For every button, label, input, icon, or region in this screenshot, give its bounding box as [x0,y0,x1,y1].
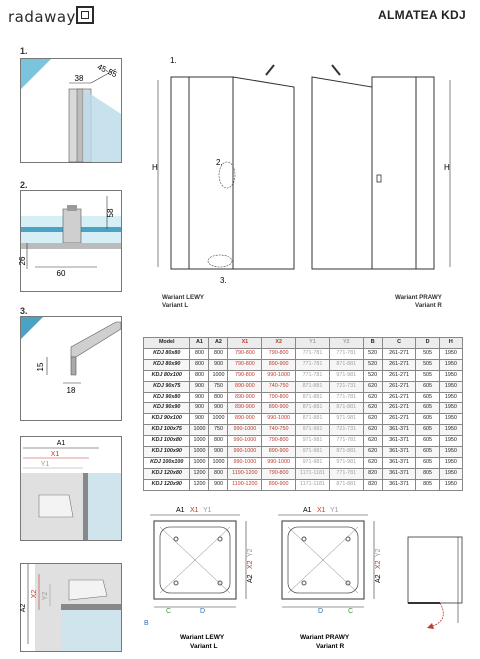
table-cell: 361-371 [382,479,416,490]
table-cell: 1950 [439,359,462,370]
plan-right-x2: X2 [375,560,382,569]
table-cell: KDJ 100x80 [144,436,190,447]
table-cell: 1200 [190,468,209,479]
table-cell: 800 [209,392,228,403]
table-cell: 1950 [439,425,462,436]
table-cell: 620 [363,414,382,425]
table-cell: 971-981 [296,457,330,468]
table-cell: 620 [363,457,382,468]
table-cell: KDJ 100x90 [144,447,190,458]
product-title: ALMATEA KDJ [378,8,466,22]
table-cell: 800 [209,436,228,447]
plan-right-caption-pl: Wariant PRAWY [300,634,350,641]
table-cell: 900 [209,447,228,458]
table-cell: KDJ 80x90 [144,359,190,370]
table-cell: 771-781 [329,436,363,447]
table-cell: 971-981 [329,457,363,468]
plan-right-a2: A2 [375,574,382,583]
table-cell: 520 [363,359,382,370]
table-cell: 261-271 [382,392,416,403]
table-cell: 971-981 [329,414,363,425]
side-view-top-drawing [21,437,121,540]
table-cell: 871-881 [329,447,363,458]
detail-1-number: 1. [20,46,28,56]
table-cell: 361-371 [382,468,416,479]
table-cell: 990-1000 [228,447,262,458]
detail-1-panel [20,58,122,163]
plan-left-x2: X2 [247,560,254,569]
table-cell: 740-750 [262,381,296,392]
table-header-c: C [382,338,416,349]
side-view-top-panel [20,436,122,541]
table-cell: 871-881 [329,403,363,414]
elev-variant-right-pl: Wariant PRAWY [395,294,442,301]
table-cell: KDJ 80x80 [144,348,190,359]
table-cell: 890-900 [262,447,296,458]
table-cell: 750 [209,381,228,392]
detail-2-dim-60: 60 [56,269,66,278]
elev-variant-left-en: Variant L [162,301,189,309]
table-row [144,403,463,414]
plan-right-c: C [348,608,354,615]
table-cell: KDJ 80x100 [144,370,190,381]
table-cell: 520 [363,348,382,359]
brand-logo-icon [76,6,94,24]
plan-left-x1: X1 [190,507,199,514]
table-cell: 990-1000 [262,457,296,468]
table-header-x2: X2 [262,338,296,349]
detail-3-panel [20,316,122,421]
plan-left-y1: Y1 [203,507,212,514]
plan-views [140,503,470,653]
table-cell: 890-900 [262,403,296,414]
table-cell: 605 [416,425,439,436]
table-cell: 361-371 [382,436,416,447]
table-cell: 890-900 [228,414,262,425]
table-row [144,425,463,436]
table-cell: 721-731 [329,381,363,392]
plan-left-d: D [200,608,206,615]
table-cell: 361-371 [382,447,416,458]
elev-callout-2: 2. [216,158,223,167]
plan-left-c: C [166,608,172,615]
table-cell: 505 [416,359,439,370]
plan-left-caption-pl: Wariant LEWY [180,634,225,641]
table-cell: 520 [363,370,382,381]
table-cell: 620 [363,403,382,414]
table-header-a1: A1 [190,338,209,349]
side-a2-label: A2 [20,603,27,613]
elevation-svg [140,55,470,285]
table-row [144,348,463,359]
table-header-y2: Y2 [329,338,363,349]
table-cell: 261-271 [382,359,416,370]
table-cell: 1950 [439,479,462,490]
side-a1-label: A1 [56,440,66,447]
table-cell: 1950 [439,457,462,468]
table-cell: 890-900 [228,381,262,392]
table-cell: 361-371 [382,425,416,436]
table-cell: 990-1000 [262,370,296,381]
table-cell: 1190-1200 [228,468,262,479]
elev-variant-right [395,294,442,309]
table-row [144,447,463,458]
detail-1-drawing [21,59,121,162]
table-cell: 1200 [190,479,209,490]
table-cell: 990-1000 [262,414,296,425]
detail-3-drawing [21,317,121,420]
table-header-y1: Y1 [296,338,330,349]
detail-3-dim-15: 15 [36,362,45,372]
table-cell: 890-900 [228,403,262,414]
side-y1-label: Y1 [40,461,50,468]
plan-left-a1: A1 [176,507,185,514]
plan-right-a1: A1 [303,507,312,514]
detail-2-number: 2. [20,180,28,190]
table-cell: 620 [363,392,382,403]
plan-right-caption-en: Variant R [316,643,345,650]
table-cell: 620 [363,381,382,392]
table-row [144,381,463,392]
table-cell: 971-981 [296,425,330,436]
plan-left-a2: A2 [247,574,254,583]
table-cell: 871-881 [329,359,363,370]
table-cell: 990-1000 [228,436,262,447]
table-cell: 790-800 [262,392,296,403]
table-cell: 1950 [439,381,462,392]
table-cell: 605 [416,447,439,458]
table-cell: 1950 [439,392,462,403]
elev-right-h: H [444,163,450,172]
table-cell: 800 [190,348,209,359]
table-cell: 900 [190,403,209,414]
table-cell: 990-1000 [228,425,262,436]
table-cell: 261-271 [382,370,416,381]
table-cell: 1000 [209,457,228,468]
table-cell: 261-271 [382,414,416,425]
table-cell: 900 [209,479,228,490]
table-header-d: D [416,338,439,349]
table-cell: 971-981 [329,370,363,381]
table-cell: 971-981 [296,447,330,458]
table-header-model: Model [144,338,190,349]
table-cell: 605 [416,457,439,468]
table-cell: 990-1000 [228,457,262,468]
table-cell: KDJ 90x75 [144,381,190,392]
table-cell: 1000 [190,447,209,458]
brand-logo-text: radaway [8,8,76,26]
plan-left-y2: Y2 [247,548,254,557]
table-cell: 1000 [209,414,228,425]
table-cell: 261-271 [382,381,416,392]
table-row [144,359,463,370]
table-row [144,436,463,447]
plan-right-d: D [318,608,324,615]
spec-table [143,337,463,491]
table-cell: 1950 [439,436,462,447]
table-cell: KDJ 100x75 [144,425,190,436]
detail-2-dim-26: 26 [18,256,27,266]
elev-left-h: H [152,163,158,172]
detail-3-dim-18: 18 [66,386,76,395]
table-cell: 605 [416,436,439,447]
table-cell: 900 [190,381,209,392]
table-cell: 620 [363,425,382,436]
plan-right-y1: Y1 [330,507,339,514]
table-cell: 771-781 [329,392,363,403]
detail-2-drawing [18,191,121,291]
table-cell: 605 [416,381,439,392]
plan-right-x1: X1 [317,507,326,514]
side-y2-label: Y2 [42,591,49,601]
table-cell: 800 [190,370,209,381]
table-cell: KDJ 120x80 [144,468,190,479]
table-cell: KDJ 90x100 [144,414,190,425]
side-view-bottom-drawing [21,564,121,651]
table-cell: 790-800 [228,370,262,381]
table-cell: 605 [416,392,439,403]
table-cell: 750 [209,425,228,436]
table-cell: 1950 [439,403,462,414]
table-cell: 890-900 [262,479,296,490]
elev-variant-left-pl: Wariant LEWY [162,294,205,301]
table-row [144,468,463,479]
plan-left-b: B [144,620,149,627]
table-row [144,414,463,425]
table-cell: KDJ 90x80 [144,392,190,403]
table-cell: 900 [190,414,209,425]
table-cell: 261-271 [382,348,416,359]
table-cell: 261-271 [382,403,416,414]
table-cell: 871-881 [296,403,330,414]
table-cell: 900 [209,359,228,370]
table-cell: 1950 [439,370,462,381]
table-cell: 505 [416,348,439,359]
table-cell: 800 [190,359,209,370]
table-cell: 820 [363,468,382,479]
table-cell: 1000 [190,457,209,468]
table-cell: 1000 [190,425,209,436]
elev-variant-right-en: Variant R [415,301,442,309]
side-x1-label: X1 [50,451,60,458]
table-cell: 1171-1181 [296,468,330,479]
side-x2-label: X2 [31,589,38,599]
table-cell: 890-900 [262,359,296,370]
table-cell: 620 [363,447,382,458]
table-cell: 890-900 [228,392,262,403]
table-cell: KDJ 100x100 [144,457,190,468]
table-cell: 605 [416,403,439,414]
table-cell: 1171-1181 [296,479,330,490]
table-cell: 771-781 [296,359,330,370]
table-row [144,457,463,468]
table-cell: 871-881 [296,381,330,392]
table-cell: 820 [363,479,382,490]
table-cell: 871-881 [296,414,330,425]
table-cell: 800 [209,348,228,359]
table-cell: 1950 [439,414,462,425]
table-header-h: H [439,338,462,349]
table-cell: 790-800 [262,468,296,479]
table-row [144,479,463,490]
table-cell: 605 [416,414,439,425]
table-row [144,392,463,403]
table-cell: 771-781 [296,370,330,381]
table-cell: 805 [416,468,439,479]
table-cell: 900 [209,403,228,414]
table-cell: 1950 [439,447,462,458]
table-cell: 790-800 [228,348,262,359]
detail-2-dim-58: 58 [106,208,115,218]
table-cell: 790-800 [262,348,296,359]
detail-2-panel [20,190,122,292]
table-cell: 1000 [190,436,209,447]
plan-left-caption-en: Variant L [190,643,218,650]
table-cell: 771-781 [329,348,363,359]
plan-svg [140,503,470,653]
table-cell: 971-981 [296,436,330,447]
table-cell: 740-750 [262,425,296,436]
side-view-bottom-panel [20,563,122,652]
table-cell: 721-731 [329,425,363,436]
elev-callout-3: 3. [220,276,227,285]
table-cell: 790-800 [228,359,262,370]
elev-callout-1: 1. [170,56,177,65]
table-cell: 1950 [439,348,462,359]
table-row [144,370,463,381]
table-cell: 871-881 [329,479,363,490]
table-cell: 771-781 [329,468,363,479]
table-cell: 800 [209,468,228,479]
table-cell: 771-781 [296,348,330,359]
table-cell: 361-371 [382,457,416,468]
table-cell: 1000 [209,370,228,381]
table-cell: 900 [190,392,209,403]
table-cell: KDJ 90x90 [144,403,190,414]
table-header-x1: X1 [228,338,262,349]
table-cell: 1950 [439,468,462,479]
table-cell: 505 [416,370,439,381]
table-cell: 1190-1200 [228,479,262,490]
spec-table-wrapper [143,337,463,491]
detail-1-dim-38: 38 [74,74,84,83]
table-header-a2: A2 [209,338,228,349]
detail-1-dim-45-55: 45-55 [95,62,119,80]
elev-variant-left [162,294,204,309]
table-cell: 805 [416,479,439,490]
table-cell: 620 [363,436,382,447]
plan-right-y2: Y2 [375,548,382,557]
elevation-drawings [140,55,470,285]
table-cell: 871-881 [296,392,330,403]
table-cell: 790-800 [262,436,296,447]
detail-3-number: 3. [20,306,28,316]
table-cell: KDJ 120x90 [144,479,190,490]
table-header-b: B [363,338,382,349]
